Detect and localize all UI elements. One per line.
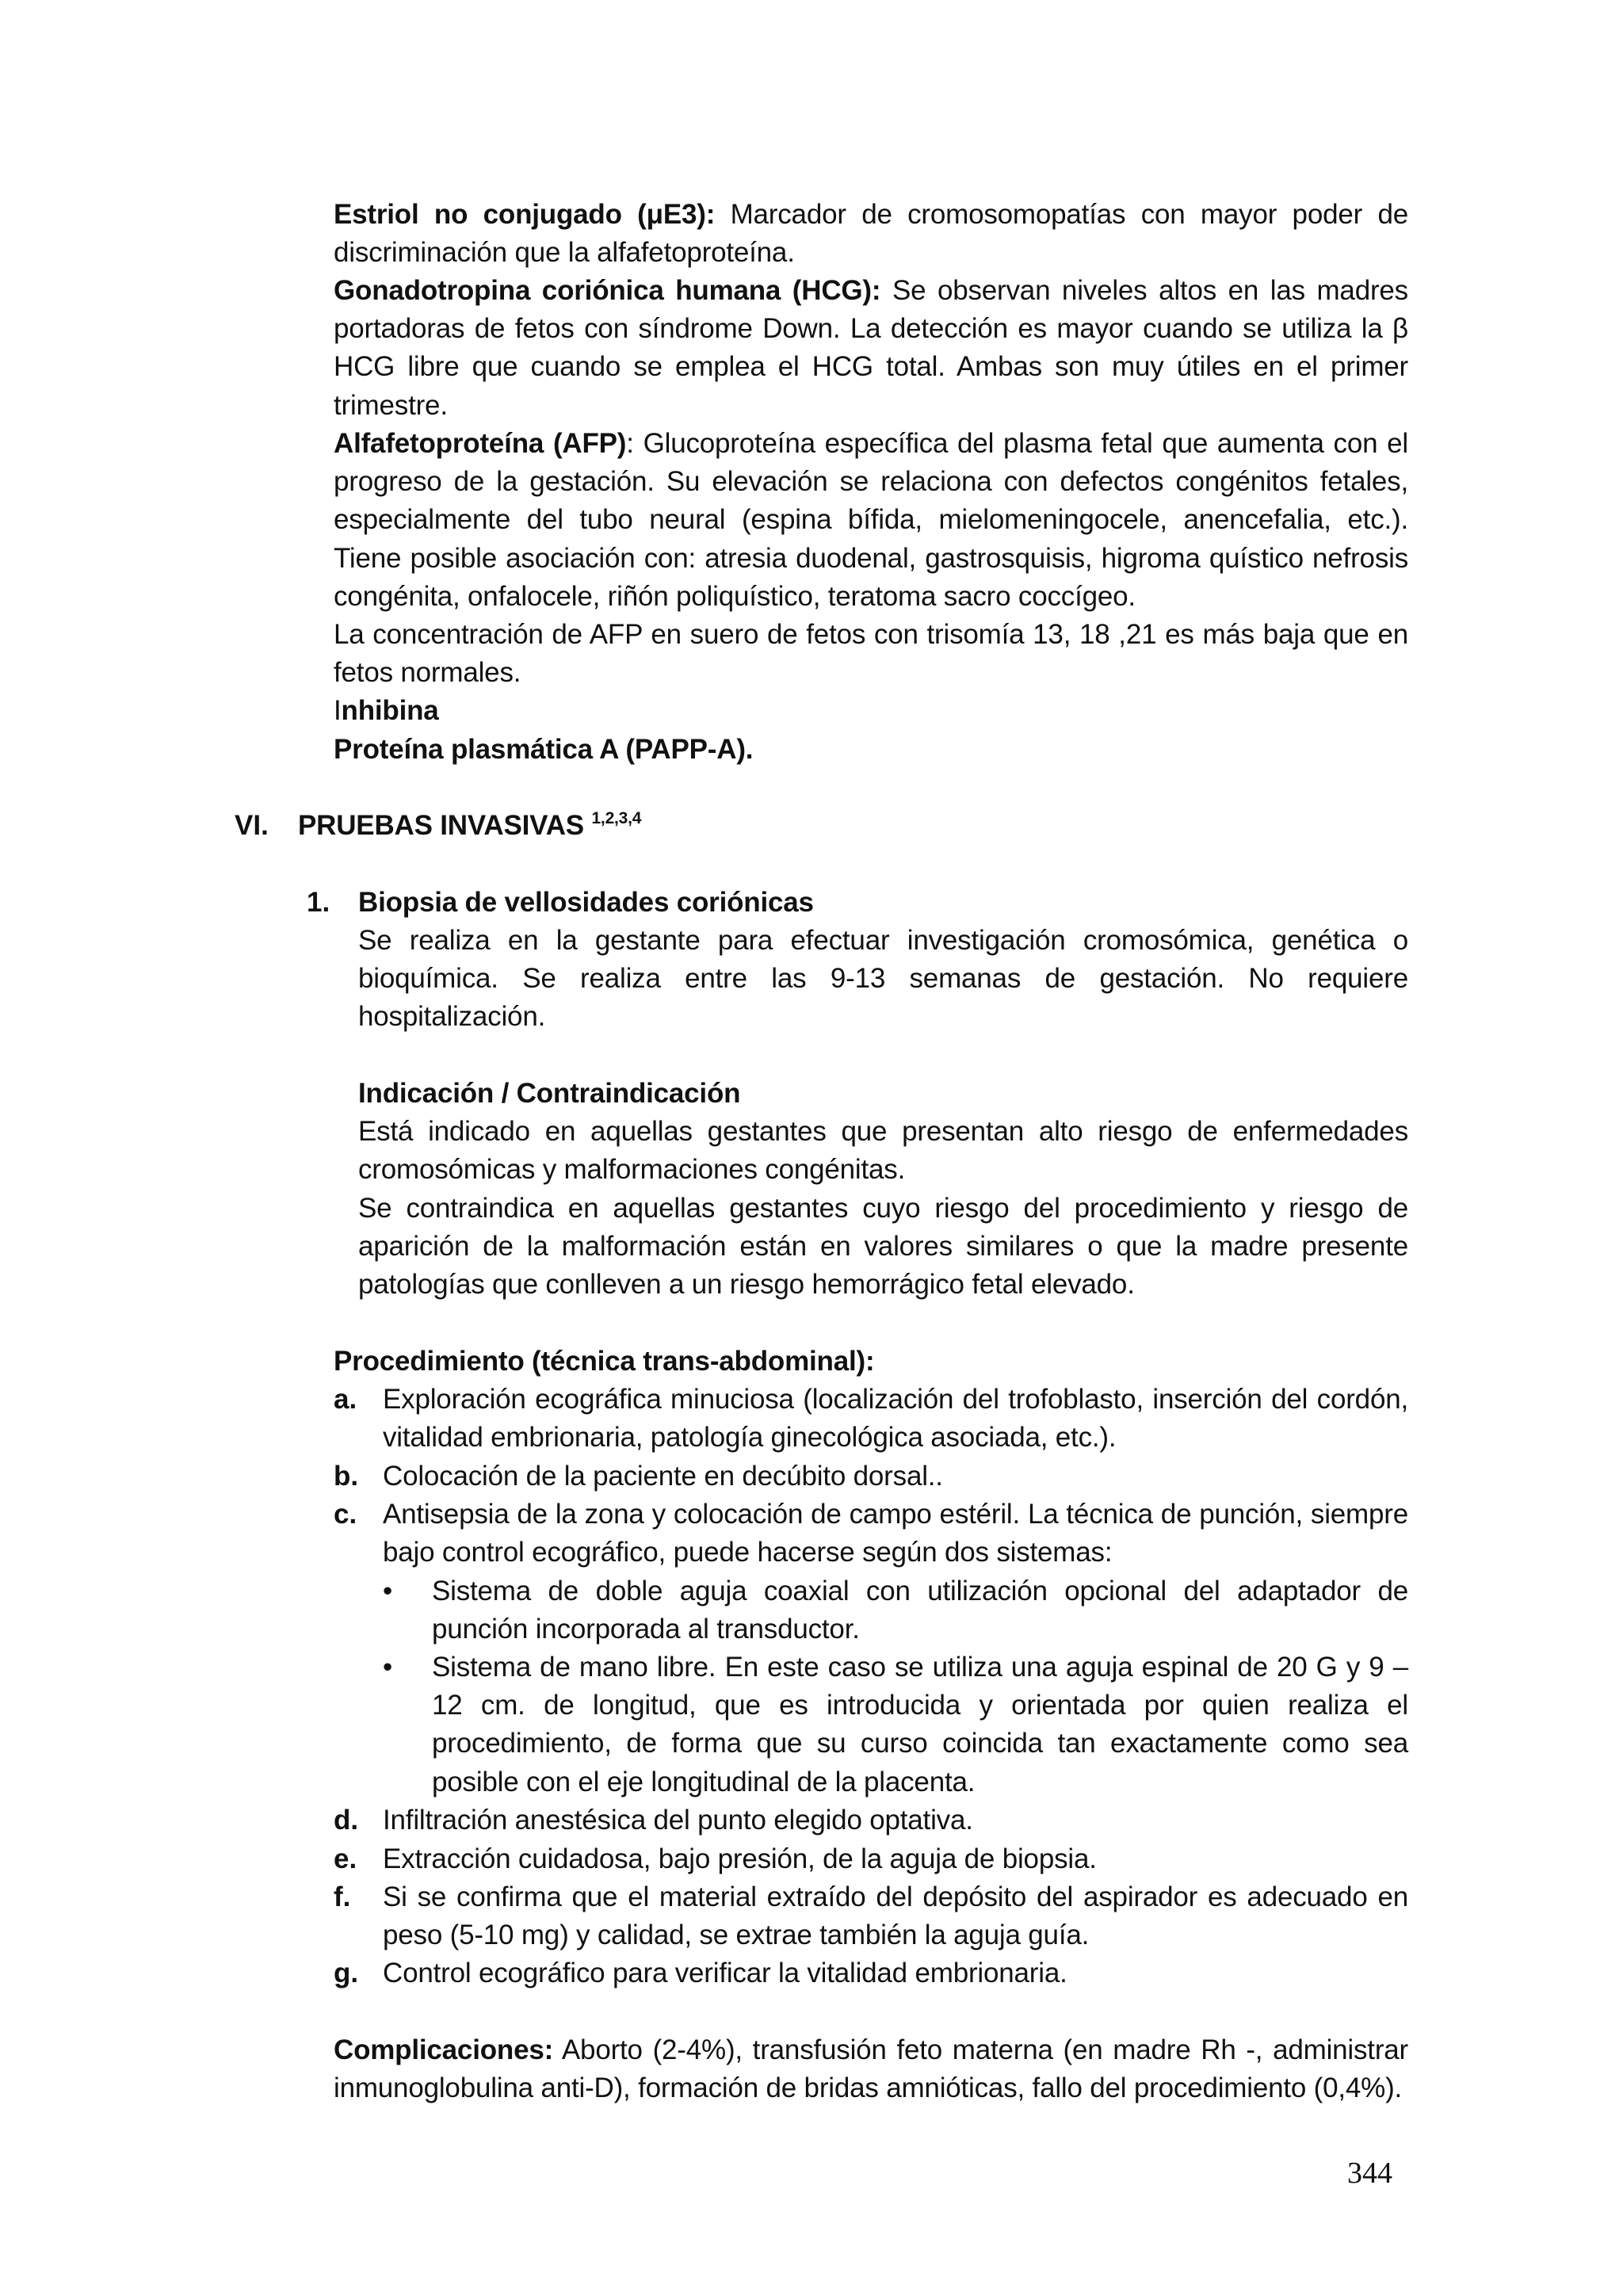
indicacion-p2: Se contraindica en aquellas gestantes cuyo riesgo del procedimiento y riesgo de aparición de la malformación están en valores similares o que la madre presente patologías que conlleven a un riesgo hemorrágico fetal elevado. [358,1193,1408,1301]
hcg-text: Se observan niveles altos en las madres portadoras de fetos con síndrome Down. La detección es mayor cuando se utiliza la β HCG libre que cuando se emplea el HCG total. Ambas son muy útiles en el primer trimestre. [334,275,1408,421]
step-letter-c: c. [334,1499,357,1530]
step-letter-g: g. [334,1958,359,1988]
estriol-label: Estriol no conjugado (μE3): [334,199,716,230]
step-text-d: Infiltración anestésica del punto elegido optativa. [383,1805,973,1836]
section-number: VI. [235,810,269,841]
step-text-g: Control ecográfico para verificar la vitalidad embrionaria. [383,1958,1067,1988]
step-letter-b: b. [334,1461,359,1492]
afp-label: Alfafetoproteína (AFP) [334,428,627,459]
afp-text: : Glucoproteína específica del plasma fetal que aumenta con el progreso de la gestación. Su elevación se relaciona con defectos congénitos fetales, especialmente del tubo neural (espina bífida, mielomeningocele, anencefalia, etc.). Tiene posible asociación con: atresia duodenal, gastrosquisis, higroma quístico nefrosis congénita, onfalocele, riñón poliquístico, teratoma sacro coccígeo. [334,428,1408,612]
hcg-label: Gonadotropina coriónica humana (HCG): [334,275,881,306]
pappa-label: Proteína plasmática A (PAPP-A). [334,734,754,765]
step-text-c: Antisepsia de la zona y colocación de campo estéril. La técnica de punción, siempre bajo control ecográfico, puede hacerse según dos sistemas: [383,1499,1408,1568]
estriol-text: Marcador de cromosomopatías con mayor poder de discriminación que la alfafetoproteína. [334,199,1408,269]
inhibina-label [334,692,439,730]
section-refs: 1,2,3,4 [591,809,642,827]
bullet-glyph-1: • [383,1576,393,1606]
bullet-glyph-2: • [383,1652,393,1683]
step-letter-d: d. [334,1805,359,1836]
step-text-e: Extracción cuidadosa, bajo presión, de la aguja de biopsia. [383,1843,1097,1874]
procedimiento-heading: Procedimiento (técnica trans-abdominal): [334,1346,875,1377]
step-text-f: Si se confirma que el material extraído del depósito del aspirador es adecuado en peso (5-10 mg) y calidad, se extrae también la aguja guía. [383,1881,1408,1951]
afp-note: La concentración de AFP en suero de fetos con trisomía 13, 18 ,21 es más baja que en fetos normales. [334,619,1408,689]
indicacion-p1: Está indicado en aquellas gestantes que presentan alto riesgo de enfermedades cromosómicas y malformaciones congénitas. [358,1116,1408,1186]
section-title-text: PRUEBAS INVASIVAS [298,810,584,841]
step-letter-f: f. [334,1881,351,1912]
complicaciones-paragraph [334,2031,1408,2107]
step-letter-e: e. [334,1843,357,1874]
section-title [298,807,641,845]
subsection-title: Biopsia de vellosidades coriónicas [358,887,814,918]
hcg-paragraph [334,272,1408,425]
bullet-text-1: Sistema de doble aguja coaxial con utilización opcional del adaptador de punción incorporada al transductor. [432,1576,1408,1645]
subsection-text: Se realiza en la gestante para efectuar investigación cromosómica, genética o bioquímica. Se realiza entre las 9-13 semanas de gestación. No requiere hospitalización. [358,925,1408,1033]
afp-paragraph [334,425,1408,616]
inhibina-first-letter: I [334,695,342,726]
page-number: 344 [1347,2157,1392,2190]
complicaciones-label: Complicaciones: [334,2034,554,2065]
estriol-paragraph [334,196,1408,272]
complicaciones-text: Aborto (2-4%), transfusión feto materna (en madre Rh -, administrar inmunoglobulina anti-D), formación de bridas amnióticas, fallo del procedimiento (0,4%). [334,2034,1408,2104]
subsection-number: 1. [307,887,330,918]
step-text-b: Colocación de la paciente en decúbito dorsal.. [383,1461,943,1492]
step-text-a: Exploración ecográfica minuciosa (localización del trofoblasto, inserción del cordón, vitalidad embrionaria, patología ginecológica asociada, etc.). [383,1384,1408,1454]
indicacion-heading: Indicación / Contraindicación [358,1078,741,1109]
bullet-text-2: Sistema de mano libre. En este caso se utiliza una aguja espinal de 20 G y 9 – 12 cm. de longitud, que es introducida y orientada por quien realiza el procedimiento, de forma que su curso coincida tan exactamente como sea posible con el eje longitudinal de la placenta. [432,1652,1408,1797]
inhibina-rest: nhibina [341,695,439,726]
step-letter-a: a. [334,1384,357,1415]
